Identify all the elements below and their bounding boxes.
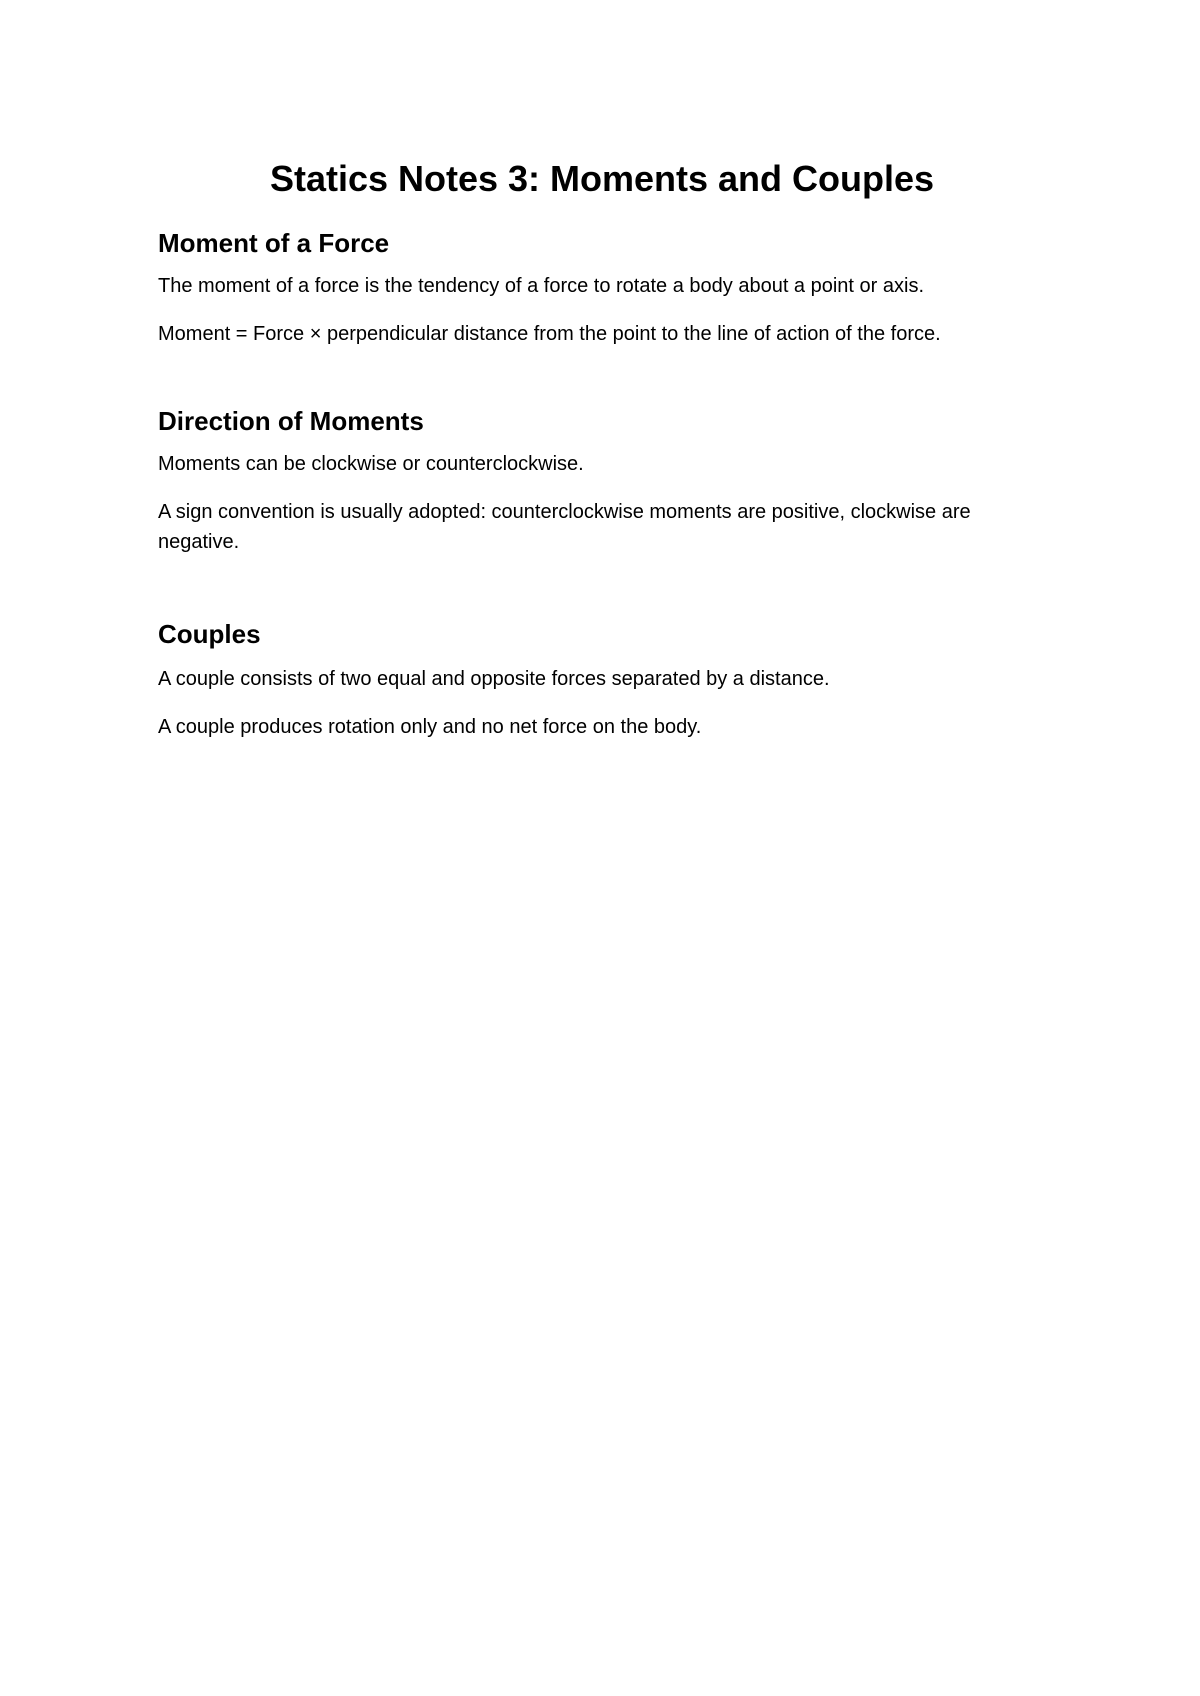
paragraph: Moment = Force × perpendicular distance from the point to the line of action of the force. — [158, 323, 941, 345]
paragraph: The moment of a force is the tendency of a force to rotate a body about a point or axis. — [158, 275, 924, 297]
paragraph: A couple produces rotation only and no net force on the body. — [158, 716, 702, 738]
paragraph: Moments can be clockwise or counterclockwise. — [158, 453, 584, 475]
section-heading: Couples — [158, 619, 261, 649]
document-title: Statics Notes 3: Moments and Couples — [269, 158, 935, 199]
paragraph: A sign convention is usually adopted: counterclockwise moments are positive, clockwise are negative. — [158, 501, 971, 553]
section-heading: Moment of a Force — [158, 228, 390, 258]
section-couples — [158, 617, 1058, 742]
section-moment-of-a-force — [158, 226, 1058, 349]
section-heading: Direction of Moments — [158, 406, 424, 436]
document-page — [158, 155, 1058, 742]
paragraph: A couple consists of two equal and opposite forces separated by a distance. — [158, 668, 830, 690]
section-direction-of-moments — [158, 404, 1058, 557]
